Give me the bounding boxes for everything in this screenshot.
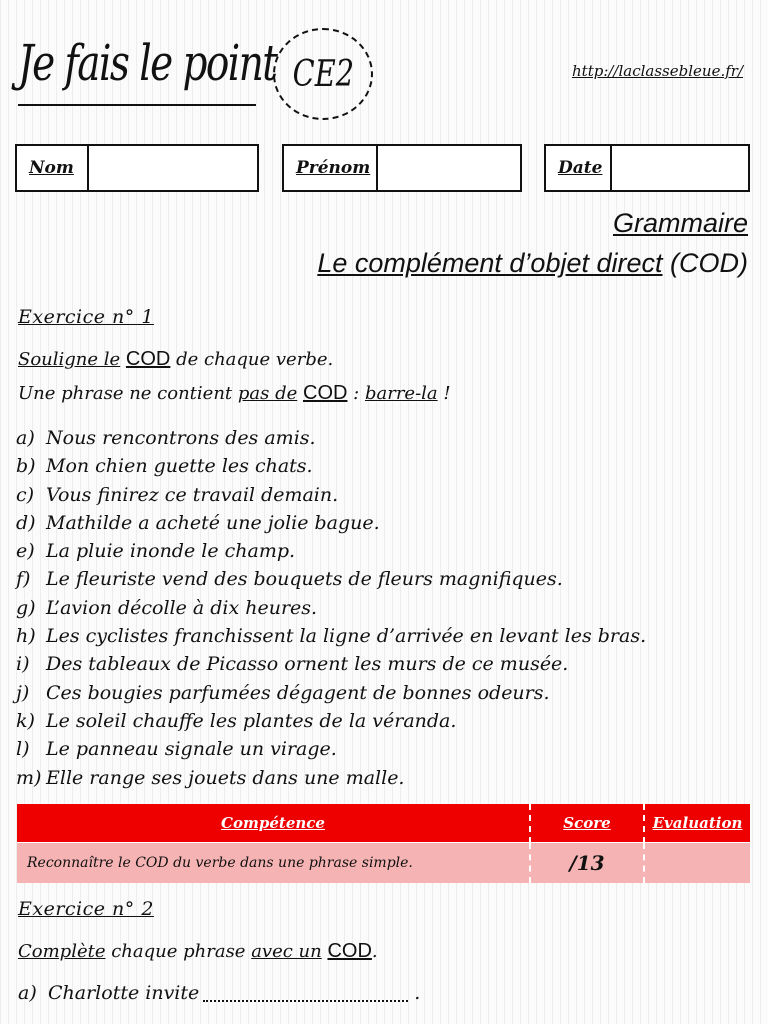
- list-item[interactable]: [16, 707, 646, 735]
- sentence-list: [16, 424, 646, 792]
- competence-table: [17, 804, 750, 883]
- firstname-field[interactable]: [378, 146, 520, 190]
- ex2-verb: Complète: [18, 941, 106, 962]
- sentence-letter: m): [16, 766, 42, 789]
- sentence-letter: a): [16, 427, 35, 449]
- level-badge: [273, 28, 373, 120]
- name-box: [15, 144, 259, 192]
- sentence-text: Mathilde a acheté une jolie bague.: [46, 511, 380, 534]
- ex2-sentence-end: .: [414, 982, 421, 1004]
- name-label: Nom: [17, 146, 89, 190]
- cell-competence: Reconnaître le COD du verbe dans une phrase simple.: [17, 843, 530, 884]
- list-item[interactable]: [16, 735, 646, 763]
- ex2-letter: a): [18, 982, 37, 1004]
- sentence-text: Vous finirez ce travail demain.: [46, 483, 339, 506]
- ex2-middle: chaque phrase: [105, 941, 252, 962]
- instr2-underline-1: pas de: [237, 383, 298, 404]
- sentence-text: Des tableaux de Picasso ornent les murs de ce musée.: [46, 653, 569, 676]
- instr2-underline-2: barre-la: [364, 383, 438, 404]
- exercise1-instruction-2: [18, 382, 451, 405]
- firstname-box: [282, 144, 522, 192]
- date-box: [544, 144, 750, 192]
- sentence-text: Le soleil chauffe les plantes de la véranda.: [46, 709, 457, 732]
- list-item[interactable]: [16, 764, 646, 792]
- sentence-letter: i): [16, 653, 30, 676]
- table-row: [17, 843, 750, 884]
- sentence-text: La pluie inonde le champ.: [46, 540, 296, 563]
- title-underline: [18, 104, 256, 106]
- ex2-underline: avec un: [251, 941, 322, 962]
- sentence-letter: d): [16, 511, 36, 534]
- sentence-text: Nous rencontrons des amis.: [46, 427, 316, 449]
- instr2-keyword: COD: [303, 382, 348, 404]
- sentence-letter: f): [16, 568, 31, 591]
- sentence-text: Le panneau signale un virage.: [46, 738, 337, 761]
- sentence-text: Mon chien guette les chats.: [46, 455, 313, 478]
- instr2-colon: :: [347, 383, 365, 404]
- sentence-text: L’avion décolle à dix heures.: [46, 596, 318, 619]
- instr1-verb: Souligne le: [18, 349, 121, 370]
- list-item[interactable]: [16, 424, 646, 452]
- sentence-letter: c): [16, 483, 35, 506]
- list-item[interactable]: [16, 481, 646, 509]
- sentence-letter: b): [16, 455, 36, 478]
- sentence-letter: l): [16, 738, 30, 761]
- sentence-letter: j): [16, 681, 30, 704]
- subject-heading: Grammaire: [612, 208, 748, 238]
- ex2-end: .: [371, 941, 378, 962]
- name-field[interactable]: [89, 146, 257, 190]
- lesson-abbr: (COD): [670, 248, 748, 278]
- cell-score: /13: [530, 843, 644, 884]
- header-evaluation: Evaluation: [644, 804, 750, 843]
- exercise1-instruction-1: [18, 348, 333, 371]
- instr1-rest: de chaque verbe.: [170, 349, 334, 370]
- lesson-title: Le complément d’objet direct: [317, 248, 663, 278]
- list-item[interactable]: [16, 650, 646, 678]
- list-item[interactable]: [16, 452, 646, 480]
- instr2-start: Une phrase ne contient: [18, 383, 238, 404]
- list-item[interactable]: [16, 509, 646, 537]
- cell-evaluation[interactable]: [644, 843, 750, 884]
- answer-blank[interactable]: [203, 1000, 408, 1002]
- sentence-letter: k): [16, 709, 35, 732]
- level-text: CE2: [292, 53, 354, 95]
- sentence-letter: e): [16, 540, 35, 563]
- exercise2-item-a: [18, 982, 420, 1004]
- list-item[interactable]: [16, 537, 646, 565]
- list-item[interactable]: [16, 679, 646, 707]
- ex2-keyword: COD: [327, 940, 372, 962]
- exercise1-title: Exercice n° 1: [18, 306, 154, 328]
- site-url-link[interactable]: http://laclassebleue.fr/: [572, 62, 743, 80]
- date-label: Date: [546, 146, 612, 190]
- list-item[interactable]: [16, 594, 646, 622]
- exercise2-instruction: [18, 940, 378, 963]
- sentence-text: Le fleuriste vend des bouquets de fleurs magnifiques.: [46, 568, 563, 591]
- firstname-label: Prénom: [284, 146, 378, 190]
- sentence-letter: h): [16, 625, 36, 648]
- header-score: Score: [530, 804, 644, 843]
- page-title: Je fais le point: [18, 34, 277, 92]
- exercise2-title: Exercice n° 2: [18, 898, 154, 920]
- list-item[interactable]: [16, 565, 646, 593]
- instr1-keyword: COD: [125, 348, 171, 370]
- table-header-row: [17, 804, 750, 843]
- header-competence: Compétence: [17, 804, 530, 843]
- list-item[interactable]: [16, 622, 646, 650]
- sentence-letter: g): [16, 596, 36, 619]
- date-field[interactable]: [612, 146, 748, 190]
- sentence-text: Elle range ses jouets dans une malle.: [46, 766, 405, 789]
- ex2-sentence-text: Charlotte invite: [48, 982, 200, 1004]
- instr2-end: !: [437, 383, 451, 404]
- lesson-heading: [317, 248, 748, 279]
- sentence-text: Les cyclistes franchissent la ligne d’arrivée en levant les bras.: [46, 625, 647, 648]
- sentence-text: Ces bougies parfumées dégagent de bonnes odeurs.: [46, 681, 550, 704]
